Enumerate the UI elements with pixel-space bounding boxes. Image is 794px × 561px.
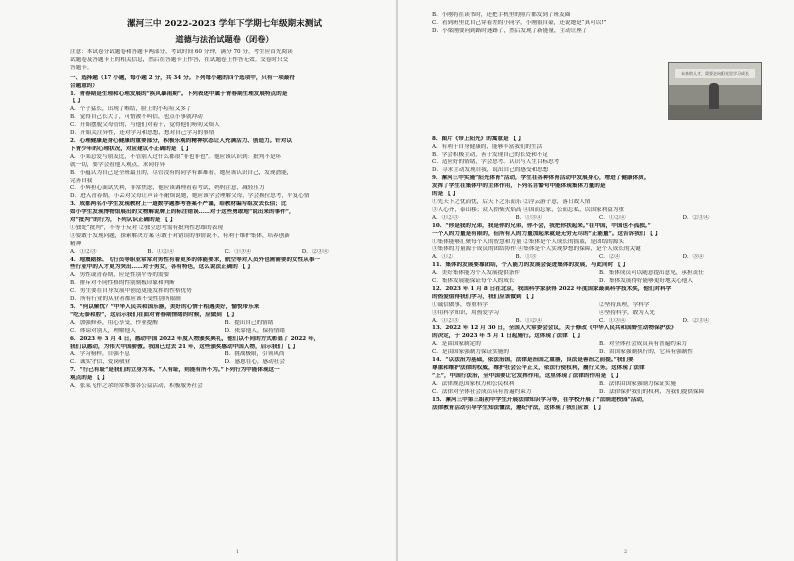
choice: ②坚持真理，学科学 [599,301,650,308]
option: B．学会积极主动，善于发现自己的长处和不足 [432,151,548,158]
question-5: 5．“何以解忧？”中华人民共和国乐器，美好的心情于相遇美好，愉悦带乐来 [70,304,260,310]
choice: B．①③ [515,254,537,261]
choice: B．①②④ [147,248,174,255]
exam-subtitle: 道德与法治试题卷（闭卷） [175,34,274,44]
question-12: 12．2023 年 1 月 8 日在北京，我国科学家获得 2022 年度国家最高科学技术奖，他们对科学 [432,285,672,292]
choice-row [432,381,766,397]
choice: C．集体发展能保证每个人的成长 [432,278,515,285]
option: D．寻求主动发现自我，说出自己的感受和思想 [432,167,549,174]
question-9: 9．漯河三中实施“阳光体育”活动，学生在各种体育活动中发展身心，增进了健康体质。 [432,175,650,182]
choice-row [432,270,766,286]
option: ③人心齐，泰山移；众人拾柴火焰高 ④国而忘家，公而忘私，以国家利益为重 [432,206,624,213]
choice: C．①③④ [224,248,252,255]
choice: C．①③④ [599,317,626,324]
choice: B．对全体社会成员具有普遍约束力 [599,341,688,348]
option: A．张某飞作之余经常参加各公益活动，积极服务社会 [70,383,203,390]
answer-bracket: 【 】 [239,264,253,271]
choice: D．感恩在心，感动社会 [224,359,285,366]
choice-row [70,320,379,336]
answer-bracket: 【 】 [94,375,108,382]
question-10: 10．“你是我的兄弟，我是你的兄弟，你不会，我把你扶起来。”在中国，中国也不孤独。” [432,222,651,229]
option: ③要敢于发现问题，探索解决方案 ④敢于对错误的事情说不，有利于维护集体，培养创新 [70,232,290,239]
question-13-cont: 的决定，于 2023 年 5 月 1 日起施行。这体现了法律 【 】 [432,333,583,340]
photo-caption: 未来的人才，需要走向阳光里学习成长 [675,69,755,78]
option: B．排斥对不同性格的性别刻板印象和判断 [70,280,175,287]
question-4: 4．地震勘探、飞行员等职业常常对男性有着更多的体能要求，航空等对人员外也需需要的女性从事一 [70,256,321,263]
choice: D．②③④ [682,317,710,324]
question-15-cont: 法律教育活动引导学生知法懂法，遵纪守法，这体现了我们应该 【 】 [432,404,604,411]
choice: B．①②④ [515,317,542,324]
choice-row [70,249,379,257]
option: C．男生要在自身发展中创造更能发挥的性格优势 [70,288,192,295]
choice: A．①② [432,254,453,261]
choice-row [432,341,766,357]
choice: D．依靠他人，保持情绪 [224,327,285,334]
option: ①先天下之忧而忧，后天下之乐而乐 ②浮云游子意，落日故人情 [432,198,591,205]
choice: D．集体发展得好能够更好地关心他人 [599,278,693,285]
question-3: 3．成都两名小学生发现教材上一道数学题参考答案不严谨，给教材编写组发去长信；比 [70,201,287,208]
option: B．小刚将在读书时，还把手机里的照片都发到了班友圈 [432,12,571,18]
option: A．个子猛长，出现了喉结，脸上的小痘痘又多了 [70,106,192,113]
question-14-cont: “上”，中国行法治，全中国要让它发挥作用，这里体现了法律的作用是 【 】 [432,372,622,379]
choice: B．挑战极限，引领风尚 [224,351,285,358]
choice: D．由国家强制执行的，它具有强制性 [599,349,693,356]
question-11: 11．集体的发展要靠团结，个人能力的发展会促进集体的发展，与此同时 【 】 [432,262,629,269]
question-8: 8．图片《带上阳光》的寓意是 【 】 [432,135,524,142]
option: ①独处“批判”，不等于反对 ②独立思考需有批判性思维的表现 [70,224,223,231]
choice: A．①②③ [432,214,459,221]
option: D．所有行业的从业者都应该不受性别所限制 [70,296,181,303]
question-1: 1．青春期是生理和心理发展的“疾风暴雨期”。下列表述中属于青春期生理发展特点的是 [70,90,288,97]
question-4-cont: 些行业中的人才更为突出……对于男女，各有特色，这么说法正确的 【 】 [70,264,253,271]
option: B．小蕴认为自己是全班最丑的，尽管没有的同学有谁难看，她应该认识自己，发现潜能， [70,169,293,176]
answer-bracket: 【 】 [590,404,604,411]
choice: A．①②③ [70,248,97,255]
choice: C．②④ [599,254,621,261]
answer-bracket: 【 】 [510,135,524,142]
choice-row [432,302,766,318]
answer-bracket: 【 】 [445,191,459,198]
question-13: 13．2022 年 12 月 30 日，全国人大常委会会议，关于修改《中华人民共和国野生动物保护法》 [432,325,677,332]
choice: D．②③④ [682,214,710,221]
option: C．小辉担心面试失利，非常焦虑，他应该调理看着考试，妈妈注意，减轻压力 [70,185,265,192]
question-6: 6．2023 年 3 月 4 日，感动中国 2022 年度人物颁奖典礼，他们以不同的方式彰显了 2022 年， [70,335,320,342]
question-10-cont: 一个人的力量是有限的，但所有人的力量加起来就是无穷无尽的“正能量”。这告诉我们 【 】 [432,230,661,237]
question-2-cont: 下青少年的心理状况，对应建议不正确的是 【 】 [70,145,192,152]
choice: D．②③④ [301,248,329,255]
note-line: 试题卷及答题卡上的相关信息，然后在答题卡上作答，在试题卷上作答无效。交卷时只交 [70,56,289,63]
answer-bracket: 【 】 [523,293,537,300]
choice: A．加强修养，用心享受，作业提醒 [70,319,158,326]
choice: C．①②④ [599,214,626,221]
choice: B．提出自己的情绪 [224,319,274,326]
section-heading-cont: 合题意的） [70,82,98,89]
note-line: 答题卡。 [70,64,93,71]
exam-title: 漯河三中 2022-2023 学年下学期七年级期末测试 [127,19,322,29]
option: A．小栾总爱与朋友比，不管别人过什么都很“非也非也”。他应该认识到：批判不是坏 [70,153,282,160]
answer-bracket: 【 】 [162,217,176,224]
note-line: 注意：本试卷分试题卷和答题卡两部分，考试时间 60 分钟，满分 70 分。考生应首先阅读 [70,49,293,55]
option: D．开始关注异性，还对学习和思想，想对自己学习的事情 [70,130,215,137]
choice: B．①③④ [515,214,542,221]
option: C．适应好的情绪，学会思考。认识与人生目标思考 [432,159,560,166]
answer-bracket: 【 】 [647,230,661,237]
choice-row [432,254,766,262]
choice: D．法律保护我们的权利，为我们提供保障 [599,388,705,395]
question-9-label: 的是 【 】 [432,191,459,198]
choice: C．法律对全体社会成员具有普遍约束力 [432,388,532,395]
option: B．觉得自己长大了，可惜被不叫信，也点小事就冲动 [70,114,203,121]
question-5-cont: “吃无泰和腔”，这启示我们在面对青春期情绪的时候，应做到 【 】 [70,311,237,318]
choice-row [70,351,379,367]
option: D．进入青春期，小芸对父母让声音不耐烦说她，她应该学会理解父母，学会换位思考，平复心情 [70,193,310,200]
option: A．有利于自身健康的，能够丰富我们的生活 [432,143,543,150]
choice: C．体谅对别人，理解他人 [70,327,136,334]
choice: C．诚实守信，爱岗敬业 [70,359,131,366]
question-6-cont: 我们以感动，为伟大中国骄傲。我国已过去 21 年，这些颁奖感动中国人物，启示我们 【 】 [70,343,299,350]
option: 精神 [70,240,82,247]
answer-bracket: 【 】 [178,145,192,152]
choice: ①诚信做事，尊重科学 [432,301,488,308]
choice: A．①②③ [432,317,459,324]
choice: ④坚持科学，敢为人先 [599,309,655,316]
choice: A．是由国家制定的 [432,341,481,348]
option: D．小梁刚要问到路时迷路了，然后发现了新能量，主动让座了 [432,27,588,34]
page-2-column [432,12,766,549]
question-3-cont: 如小学生发现博物馆展出的文物解说牌上的标注错误……对于这些勇敢地“说出来的事件”， [70,209,295,216]
choice: A．法律规范国家权力和公民权利 [432,380,515,387]
choice: B．集体成员可以随意提出意见，承担责任 [599,270,704,277]
choice: C．是由国家强制力保证实施的 [432,349,509,356]
answer-bracket: 【 】 [569,333,583,340]
question-7-cont: 观点的是 【 】 [70,375,108,382]
page-number: 2 [624,549,628,555]
question-7: 7．“行己有耻”是我们的立身为本。“人有耻，则能有所不为。”下列行为中能体现这一 [70,367,280,374]
section-heading: 一、选择题（17 小题，每小题 2 分，共 34 分。下列每小题的四个选项中，只有一项最符 [70,74,295,81]
choice: B．法律由国家强制力保证实施 [599,380,676,387]
question-14-cont: 尊重和维护法律的权威，维护社会公平正义，依法行使权利，履行义务。这体现了法律 [432,365,645,371]
choice: A．美好集体能为个人发展提供条件 [432,270,520,277]
option: ①集体能够汇聚每个人的智慧和力量 ②集体是个人成长的摇篮，是团结的源头 [432,238,624,245]
choice: A．学习榜样，自强不息 [70,351,130,358]
page-1-column [70,12,379,549]
option: C．看到班里比自己穿着差的小同学，小刚很自豪，还说她是“真可以!” [432,19,607,26]
question-15: 15．漯河三中第三组初中学生开展法律知识学习等，在学校开展了“法制进校园”活动， [432,396,648,403]
choice: ③用科学知识，用热爱学习 [432,309,500,316]
question-3-cont: 对“批判”的行为，下列认识正确的是 【 】 [70,217,176,224]
question-14: 14．“以法治为基础，依法治国，法律是治国之重器，良法是善治之前提。”我们要 [432,357,634,364]
page-number: 1 [236,549,240,555]
option: C．开始摆脱父母管的，与他们对着干，觉得他们唠叨又烦人 [70,122,220,129]
choice: D．③④ [682,254,704,261]
answer-bracket: 【 】 [608,372,622,379]
option: 完善自我 [70,177,93,184]
option: A．男性或青春期，应是性别平等的需要 [70,272,170,279]
answer-bracket: 【 】 [70,98,84,105]
option: ③集体的力量源于成员的团结协作 ④集体是个人实现梦想的保障，是个人成长的关键 [432,246,641,253]
question-9-cont: 发挥了学生在集体中的主体作用，下列名言警句中能体现集体力量的是 [432,183,606,190]
choice-row [432,215,766,223]
exam-page-2 [398,0,794,561]
answer-bracket: 【 】 [223,311,237,318]
question-12-cont: 的热爱值得我们学习，我们应该做到 【 】 [432,293,537,300]
option: 就一切，要学会看他人观点，求同存异 [70,161,166,168]
question-2: 2．心理健康是身心健康的重要部分，积极乐观的精神状态让人充满活力、创造力。针对以 [70,137,293,144]
choice-row [432,318,766,326]
